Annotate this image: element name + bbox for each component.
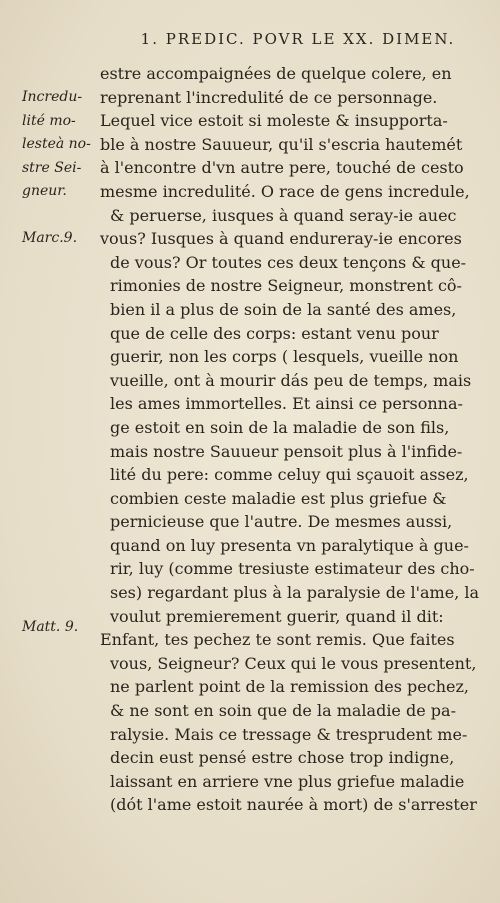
- text-line: guerir, non les corps ( lesquels, vueille non: [110, 347, 459, 367]
- text-line: decin eust pensé estre chose trop indigne,: [110, 748, 455, 768]
- text-line: les ames immortelles. Et ainsi ce personna-: [110, 394, 463, 414]
- note-line: Matt. 9.: [22, 619, 79, 635]
- note-line: lité mo-: [22, 112, 76, 129]
- text-line: vous? Iusques à quand endureray-ie encores: [100, 229, 462, 249]
- margin-note-marc: [22, 227, 112, 251]
- text-line: vueille, ont à mourir dás peu de temps, mais: [110, 370, 472, 390]
- margin-note-matt: [22, 616, 112, 640]
- text-line: vous, Seigneur? Ceux qui le vous presentent,: [110, 653, 477, 673]
- running-header: 1. PREDIC. POVR LE XX. DIMEN.: [140, 30, 456, 48]
- note-line: Incredu-: [22, 89, 83, 105]
- text-line: ne parlent point de la remission des pechez,: [110, 677, 469, 697]
- text-line: mesme incredulité. O race de gens incredule,: [100, 181, 470, 201]
- text-line: bien il a plus de soin de la santé des ames,: [110, 299, 457, 319]
- text-line: Enfant, tes pechez te sont remis. Que faites: [100, 630, 455, 650]
- text-line: reprenant l'incredulité de ce personnage.: [100, 87, 438, 107]
- text-line: ses) regardant plus à la paralysie de l'ame, la: [110, 583, 480, 603]
- text-line: rimonies de nostre Seigneur, monstrent cô-: [110, 276, 462, 296]
- text-line: lité du pere: comme celuy qui sçauoit assez,: [110, 465, 469, 485]
- note-line: stre Sei-: [22, 159, 82, 176]
- text-line: que de celle des corps: estant venu pour: [110, 323, 439, 343]
- note-line: gneur.: [22, 183, 67, 200]
- text-line: mais nostre Sauueur pensoit plus à l'infide-: [110, 441, 463, 461]
- text-line: Lequel vice estoit si moleste & insupporta-: [100, 111, 448, 131]
- text-line: pernicieuse que l'autre. De mesmes aussi,: [110, 512, 453, 532]
- margin-note-incredulite: [22, 86, 112, 204]
- note-line: Marc.9.: [22, 230, 78, 246]
- text-line: de vous? Or toutes ces deux tençons & que-: [110, 252, 467, 272]
- text-line: quand on luy presenta vn paralytique à gue-: [110, 535, 469, 555]
- text-line: ralysie. Mais ce tressage & tresprudent me-: [110, 724, 468, 744]
- text-line: laissant en arriere vne plus griefue maladie: [110, 771, 465, 791]
- text-line: voulut premierement guerir, quand il dit:: [110, 606, 444, 626]
- text-line: & peruerse, iusques à quand seray-ie auec: [110, 205, 457, 225]
- note-line: lesteà no-: [22, 136, 91, 153]
- text-line: combien ceste maladie est plus griefue &: [110, 488, 447, 508]
- text-line: rir, luy (comme tresiuste estimateur des cho-: [110, 559, 475, 579]
- body-text: [100, 62, 480, 817]
- text-line: à l'encontre d'vn autre pere, touché de cesto: [100, 158, 464, 178]
- text-line: estre accompaignées de quelque colere, en: [100, 64, 452, 83]
- text-line: ble à nostre Sauueur, qu'il s'escria hautemét: [100, 134, 463, 154]
- text-line: (dót l'ame estoit naurée à mort) de s'arrester: [110, 795, 477, 815]
- text-line: & ne sont en soin que de la maladie de pa-: [110, 701, 456, 721]
- text-line: ge estoit en soin de la maladie de son fils,: [110, 417, 450, 437]
